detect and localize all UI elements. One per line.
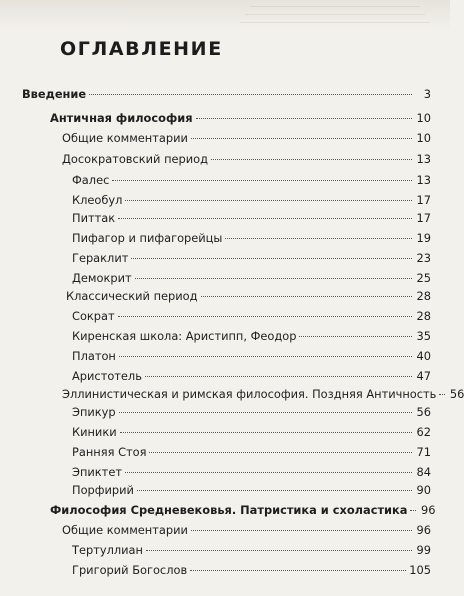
dot-leader — [196, 118, 412, 119]
toc-entry-label: Досократовский период — [62, 152, 209, 166]
toc-page-number: 28 — [416, 309, 431, 323]
dot-leader — [191, 530, 412, 531]
toc-entry — [50, 108, 431, 128]
dot-leader — [146, 550, 412, 551]
toc-entry-label: Фалес — [72, 173, 110, 187]
toc-entry — [72, 442, 431, 462]
toc-entry-label: Питтак — [72, 211, 116, 225]
dot-leader — [191, 138, 412, 139]
toc-entry-label: Введение — [22, 87, 87, 101]
page-title: ОГЛАВЛЕНИЕ — [60, 38, 223, 60]
toc-page-number: 35 — [416, 329, 431, 343]
dot-leader — [131, 258, 412, 259]
toc-entry — [72, 422, 431, 442]
toc-page-number: 3 — [423, 87, 431, 101]
toc-entry — [72, 326, 431, 346]
show-through-text — [240, 22, 430, 23]
toc-entry-label: Общие комментарии — [62, 523, 188, 537]
toc-page-number: 62 — [416, 425, 431, 439]
toc-entry — [72, 208, 431, 228]
toc-page-number: 84 — [416, 465, 431, 479]
toc-entry — [50, 500, 436, 520]
toc-entry — [66, 286, 431, 306]
toc-entry — [72, 366, 431, 386]
toc-page-number: 17 — [416, 211, 431, 225]
toc-entry-label: Порфирий — [72, 483, 134, 497]
dot-leader — [137, 490, 412, 491]
dot-leader — [125, 472, 412, 473]
toc-page-number: 99 — [416, 543, 431, 557]
toc-entry — [62, 128, 431, 148]
dot-leader — [119, 412, 412, 413]
toc-entry-label: Эллинистическая и римская философия. Поздняя Античность — [62, 387, 437, 401]
dot-leader — [112, 180, 412, 181]
dot-leader — [225, 238, 412, 239]
toc-entry-label: Аристотель — [72, 369, 142, 383]
toc-page-number: 105 — [409, 563, 431, 577]
dot-leader — [410, 510, 416, 511]
toc-entry — [72, 540, 431, 560]
toc-entry — [62, 149, 431, 169]
toc-entry-label: Платон — [72, 349, 116, 363]
show-through-text — [250, 6, 420, 7]
toc-page-number: 28 — [416, 289, 431, 303]
toc-entry-label: Эпикур — [72, 405, 116, 419]
toc-page-number: 13 — [416, 173, 431, 187]
toc-entry — [72, 306, 431, 326]
toc-page-number: 23 — [416, 251, 431, 265]
toc-entry — [72, 170, 431, 190]
toc-entry-label: Пифагор и пифагорейцы — [72, 231, 223, 245]
toc-page-number: 56 — [449, 387, 464, 401]
toc-entry — [22, 84, 431, 104]
dot-leader — [120, 432, 412, 433]
toc-entry — [62, 520, 431, 540]
toc-entry — [72, 402, 431, 422]
toc-entry — [72, 228, 431, 248]
toc-page-number: 40 — [416, 349, 431, 363]
toc-entry — [72, 480, 431, 500]
toc-page-number: 96 — [420, 503, 436, 517]
dot-leader — [145, 376, 412, 377]
toc-entry — [72, 346, 431, 366]
toc-entry — [62, 384, 464, 404]
toc-entry-label: Тертуллиан — [72, 543, 143, 557]
toc-entry-label: Античная философия — [50, 111, 193, 125]
dot-leader — [299, 336, 412, 337]
toc-entry-label: Гераклит — [72, 251, 129, 265]
toc-entry-label: Классический период — [66, 289, 198, 303]
toc-page-number: 90 — [416, 483, 431, 497]
toc-entry — [72, 268, 431, 288]
dot-leader — [135, 278, 412, 279]
toc-page-number: 10 — [416, 131, 431, 145]
dot-leader — [119, 356, 412, 357]
dot-leader — [201, 296, 412, 297]
toc-entry — [72, 248, 431, 268]
toc-entry — [72, 462, 431, 482]
toc-entry-label: Демокрит — [72, 271, 132, 285]
toc-page-number: 71 — [416, 445, 431, 459]
toc-entry-label: Григорий Богослов — [72, 563, 188, 577]
dot-leader — [118, 218, 412, 219]
dot-leader — [118, 316, 412, 317]
toc-page-number: 19 — [416, 231, 431, 245]
toc-entry-label: Сократ — [72, 309, 115, 323]
dot-leader — [149, 452, 412, 453]
toc-entry-label: Общие комментарии — [62, 131, 188, 145]
toc-entry — [72, 560, 431, 580]
toc-page-number: 47 — [416, 369, 431, 383]
toc-page-number: 25 — [416, 271, 431, 285]
toc-page-number: 13 — [416, 152, 431, 166]
page-top-shadow — [0, 0, 450, 30]
dot-leader — [439, 394, 445, 395]
toc-entry-label: Киники — [72, 425, 117, 439]
show-through-text — [245, 14, 425, 15]
toc-entry — [72, 190, 431, 210]
toc-page-number: 17 — [416, 193, 431, 207]
dot-leader — [89, 94, 412, 95]
dot-leader — [190, 570, 406, 571]
toc-entry-label: Философия Средневековья. Патристика и схоластика — [50, 503, 408, 517]
toc-entry-label: Киренская школа: Аристипп, Феодор — [72, 329, 297, 343]
dot-leader — [211, 159, 412, 160]
toc-page-number: 56 — [416, 405, 431, 419]
toc-entry-label: Ранняя Стоя — [72, 445, 147, 459]
toc-entry-label: Эпиктет — [72, 465, 122, 479]
toc-page-number: 10 — [416, 111, 431, 125]
toc-page-number: 96 — [416, 523, 431, 537]
dot-leader — [125, 200, 412, 201]
toc-entry-label: Клеобул — [72, 193, 123, 207]
